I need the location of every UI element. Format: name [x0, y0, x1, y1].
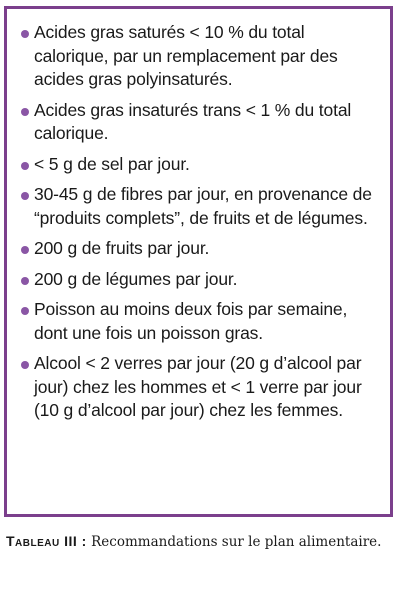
list-item-text: Poisson au moins deux fois par semaine, dont une fois un poisson gras. — [34, 299, 348, 343]
bullet-icon — [21, 108, 29, 116]
list-item-text: 200 g de fruits par jour. — [34, 238, 210, 258]
list-item — [21, 298, 380, 345]
list-item-text: Alcool < 2 verres par jour (20 g d’alcool par jour) chez les hommes et < 1 verre par jour (10 g d’alcool par jour) chez les femmes. — [34, 353, 362, 420]
list-item-text: Acides gras insaturés trans < 1 % du total calorique. — [34, 99, 352, 143]
list-item — [21, 153, 380, 177]
list-item — [21, 99, 380, 146]
list-item-text: Acides gras saturés < 10 % du total calorique, par un remplacement par des acides gras polyinsaturés. — [34, 22, 338, 89]
list-item — [21, 21, 380, 92]
bullet-icon — [21, 192, 29, 200]
bullet-icon — [21, 30, 29, 38]
list-item — [21, 352, 380, 423]
bullet-icon — [21, 162, 29, 170]
bullet-icon — [21, 246, 29, 254]
list-item — [21, 183, 380, 230]
caption-text: Recommandations sur le plan alimentaire. — [91, 534, 382, 550]
table-caption — [6, 531, 398, 552]
list-item-text: 200 g de légumes par jour. — [34, 268, 238, 289]
recommendations-box — [4, 6, 393, 517]
bullet-icon — [21, 361, 29, 369]
list-item-text: 30-45 g de fibres par jour, en provenance de “produits complets”, de fruits et de légumes. — [34, 184, 372, 228]
list-item — [21, 237, 380, 261]
bullet-icon — [21, 307, 29, 315]
list-item-text: < 5 g de sel par jour. — [34, 153, 190, 174]
bullet-icon — [21, 277, 29, 285]
caption-label: Tableau III : — [6, 533, 87, 549]
list-item — [21, 268, 380, 292]
